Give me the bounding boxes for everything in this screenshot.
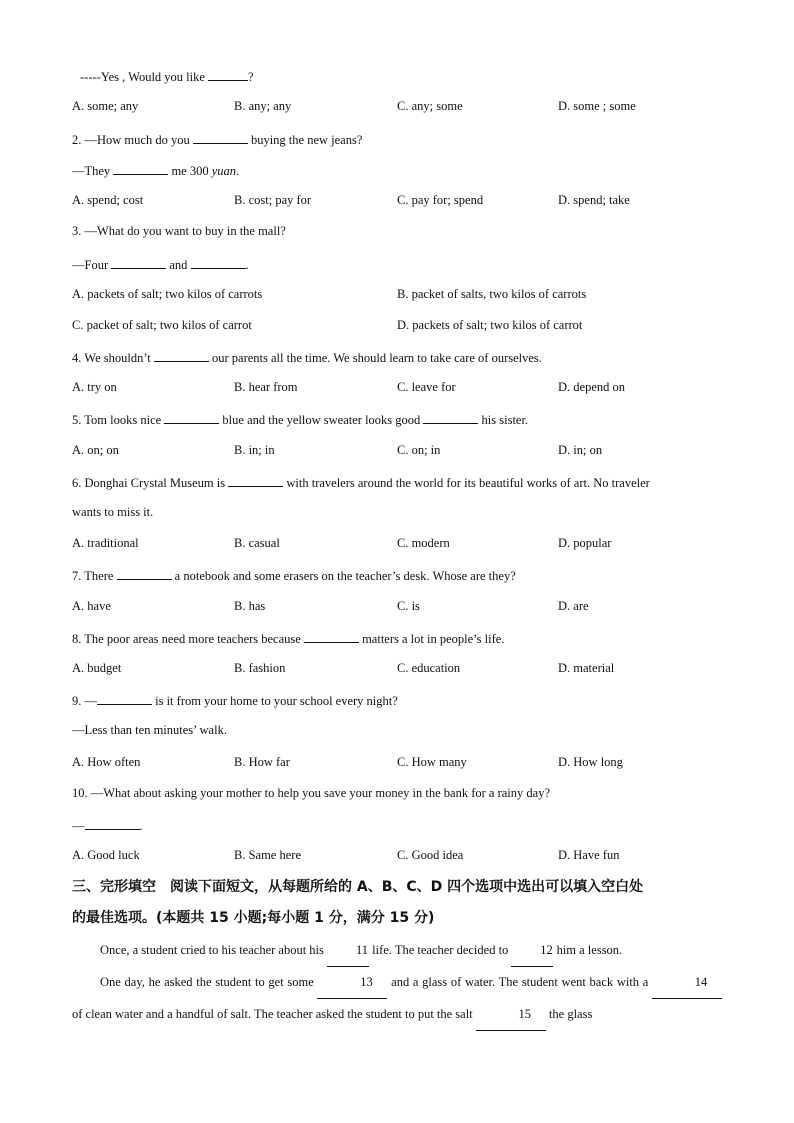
q10-reply: — .	[72, 819, 143, 833]
q5-option-a[interactable]: A. on; on	[72, 443, 119, 457]
q4-option-a[interactable]: A. try on	[72, 380, 117, 394]
q8-option-c[interactable]: C. education	[397, 661, 461, 675]
q2-option-d[interactable]: D. spend; take	[558, 193, 630, 207]
q6-option-a[interactable]: A. traditional	[72, 536, 139, 550]
q1-option-d[interactable]: D. some ; some	[558, 99, 636, 113]
q10-options	[72, 848, 732, 866]
q9-options	[72, 755, 732, 773]
q10-option-c[interactable]: C. Good idea	[397, 848, 464, 862]
q5-question: 5. Tom looks nice blue and the yellow sweater looks good his sister.	[72, 413, 529, 427]
q3-option-d[interactable]: D. packets of salt; two kilos of carrot	[397, 318, 583, 332]
q5-option-d[interactable]: D. in; on	[558, 443, 603, 457]
q7-blank	[117, 567, 172, 580]
section-3-heading-line1: 三、完形填空 阅读下面短文，从每题所给的 A、B、C、D 四个选项中选出可以填入空白处	[72, 879, 644, 895]
q1-blank	[208, 68, 248, 81]
q6-option-c[interactable]: C. modern	[397, 536, 450, 550]
q6-option-b[interactable]: B. casual	[234, 536, 280, 550]
q9-option-d[interactable]: D. How long	[558, 755, 623, 769]
q8-option-b[interactable]: B. fashion	[234, 661, 286, 675]
q6-option-d[interactable]: D. popular	[558, 536, 612, 550]
blank-12: 12	[511, 935, 553, 967]
q2-question: 2. —How much do you buying the new jeans?	[72, 133, 363, 147]
q7-option-a[interactable]: A. have	[72, 599, 111, 613]
q5-option-b[interactable]: B. in; in	[234, 443, 275, 457]
q3-blank-2	[191, 256, 246, 269]
section-3-heading	[72, 872, 722, 934]
q4-option-c[interactable]: C. leave for	[397, 380, 456, 394]
q10-option-d[interactable]: D. Have fun	[558, 848, 620, 862]
q3-option-a[interactable]: A. packets of salt; two kilos of carrots	[72, 287, 263, 301]
cloze-passage	[72, 935, 722, 1031]
q3-question: 3. —What do you want to buy in the mall?	[72, 224, 286, 238]
q9-option-b[interactable]: B. How far	[234, 755, 290, 769]
blank-11: 11	[327, 935, 369, 967]
q10-option-b[interactable]: B. Same here	[234, 848, 301, 862]
blank-14: 14	[652, 967, 722, 999]
q3-reply: —Four and .	[72, 258, 249, 272]
q3-option-c[interactable]: C. packet of salt; two kilos of carrot	[72, 318, 252, 332]
q4-blank	[154, 349, 209, 362]
blank-15: 15	[476, 999, 546, 1031]
q6-question-line2: wants to miss it.	[72, 505, 154, 519]
q3-options-row2	[72, 318, 732, 336]
q8-option-a[interactable]: A. budget	[72, 661, 122, 675]
q9-blank	[97, 692, 152, 705]
q1-option-b[interactable]: B. any; any	[234, 99, 292, 113]
q2-option-c[interactable]: C. pay for; spend	[397, 193, 484, 207]
q4-question: 4. We shouldn’t our parents all the time. We should learn to take care of ourselves.	[72, 351, 542, 365]
q4-options	[72, 380, 732, 398]
q5-blank-2	[423, 411, 478, 424]
q8-options	[72, 661, 732, 679]
q1-option-a[interactable]: A. some; any	[72, 99, 139, 113]
q8-blank	[304, 630, 359, 643]
q9-option-a[interactable]: A. How often	[72, 755, 141, 769]
q5-blank-1	[164, 411, 219, 424]
q7-option-c[interactable]: C. is	[397, 599, 420, 613]
passage-paragraph-1: Once, a student cried to his teacher about his 11 life. The teacher decided to 12 him a lesson.	[72, 935, 722, 967]
q9-question: 9. — is it from your home to your school every night?	[72, 694, 398, 708]
q1-option-c[interactable]: C. any; some	[397, 99, 463, 113]
q2-option-b[interactable]: B. cost; pay for	[234, 193, 312, 207]
q7-question: 7. There a notebook and some erasers on the teacher’s desk. Whose are they?	[72, 569, 516, 583]
q4-option-b[interactable]: B. hear from	[234, 380, 298, 394]
q7-options	[72, 599, 732, 617]
passage-paragraph-2: One day, he asked the student to get some 13 and a glass of water. The student went back with a 14 of clean water and a handful of salt. The teacher asked the student to put the salt 15 the glass	[72, 967, 722, 1031]
section-3-heading-line2: 的最佳选项。(本题共 15 小题;每小题 1 分，满分 15 分)	[72, 910, 435, 926]
q8-question: 8. The poor areas need more teachers because matters a lot in people’s life.	[72, 632, 505, 646]
q5-option-c[interactable]: C. on; in	[397, 443, 441, 457]
q5-options	[72, 443, 732, 461]
q10-blank	[85, 817, 140, 830]
q9-reply: —Less than ten minutes’ walk.	[72, 723, 227, 737]
q6-blank	[228, 474, 283, 487]
q3-blank-1	[111, 256, 166, 269]
q6-question: 6. Donghai Crystal Museum is with travelers around the world for its beautiful works of art. No traveler	[72, 476, 650, 490]
q6-options	[72, 536, 732, 554]
q9-option-c[interactable]: C. How many	[397, 755, 467, 769]
q1-reply: -----Yes , Would you like ?	[80, 70, 254, 84]
q2-blank	[193, 131, 248, 144]
q7-option-b[interactable]: B. has	[234, 599, 266, 613]
q3-option-b[interactable]: B. packet of salts, two kilos of carrots	[397, 287, 587, 301]
q10-option-a[interactable]: A. Good luck	[72, 848, 140, 862]
q2-option-a[interactable]: A. spend; cost	[72, 193, 144, 207]
q10-question: 10. —What about asking your mother to help you save your money in the bank for a rainy day?	[72, 786, 551, 800]
q8-option-d[interactable]: D. material	[558, 661, 615, 675]
blank-13: 13	[317, 967, 387, 999]
q2-reply-blank	[113, 162, 168, 175]
q4-option-d[interactable]: D. depend on	[558, 380, 625, 394]
q2-options	[72, 193, 732, 211]
q1-options	[72, 99, 732, 117]
q7-option-d[interactable]: D. are	[558, 599, 589, 613]
q3-options-row1	[72, 287, 732, 305]
q2-reply: —They me 300 yuan.	[72, 164, 240, 178]
